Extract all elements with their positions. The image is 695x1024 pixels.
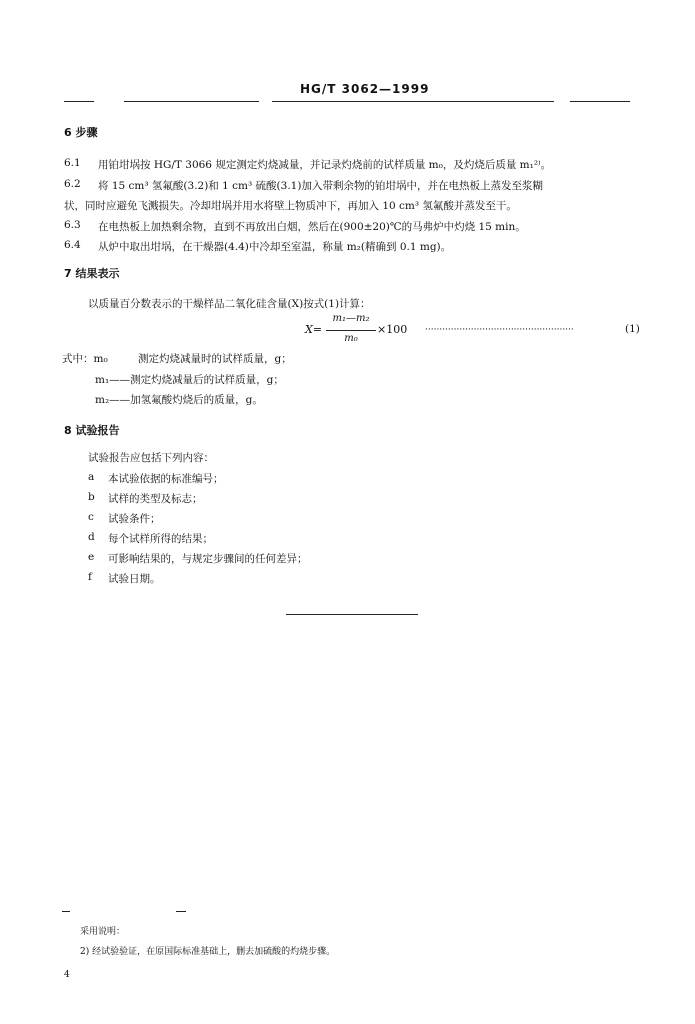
report-item-f-text: 试验日期。 [108,573,161,585]
report-item-e-text: 可影响结果的，与规定步骤间的任何差异； [108,553,308,565]
where-m1-text: m₁——测定灼烧减量后的试样质量，g； [95,374,284,386]
step-6-2-text-cont: 状，同时应避免飞溅损失。冷却坩埚并用水将壁上物质冲下，再加入 10 cm³ 氢氟酸并蒸发至干。 [64,200,517,212]
step-6-1-num: 6.1 [64,157,81,169]
formula-numerator: m₁—m₂ [332,313,370,324]
step-6-4-text: 从炉中取出坩埚，在干燥器(4.4)中冷却至室温，称量 m₂(精确到 0.1 mg)。 [98,241,452,253]
report-item-a-text: 本试验依据的标准编号； [108,473,224,485]
step-6-2-text: 将 15 cm³ 氢氟酸(3.2)和 1 cm³ 硫酸(3.1)加入带剩余物的铂坩埚中，并在电热板上蒸发至浆糊 [98,180,543,192]
header-rule-left [64,101,94,102]
end-of-text-rule [286,614,418,615]
standard-number: HG/T 3062—1999 [300,82,430,96]
step-6-4-num: 6.4 [64,239,81,251]
section-8-intro: 试验报告应包括下列内容： [88,452,214,464]
report-item-a-letter: a [88,471,95,483]
footnote-text: 2) 经试验验证，在原国际标准基础上，删去加硫酸的灼烧步骤。 [80,947,336,957]
step-6-3-num: 6.3 [64,219,81,231]
formula-number: (1) [625,323,640,335]
where-label: 式中：m₀ [62,353,108,365]
report-item-b-text: 试样的类型及标志； [108,493,203,505]
report-item-d-letter: d [88,531,95,543]
formula-fraction-bar [326,330,376,331]
report-item-c-letter: c [88,511,94,523]
footnote-rule-left [62,911,70,912]
formula-dots: ···················································· [425,325,574,335]
section-7-intro: 以质量百分数表示的干燥样品二氧化硅含量(X)按式(1)计算： [88,298,371,310]
section-8-title: 8 试验报告 [64,424,120,437]
step-6-2-num: 6.2 [64,178,81,190]
header-rule-right [570,101,630,102]
footnote-rule-right [176,911,186,912]
report-item-f-letter: f [88,571,92,583]
footnote-label: 采用说明： [80,927,126,937]
header-rule-mid-left [124,101,259,102]
formula-denominator: m₀ [344,333,358,344]
formula-lhs: X= [305,323,323,336]
step-6-1-text: 用铂坩埚按 HG/T 3066 规定测定灼烧减量，并记录灼烧前的试样质量 m₀，及灼烧后质量 m₁²⁾。 [98,159,552,171]
report-item-d-text: 每个试样所得的结果； [108,533,213,545]
report-item-e-letter: e [88,551,95,563]
page-number: 4 [64,970,70,980]
section-6-title: 6 步骤 [64,126,98,139]
step-6-3-text: 在电热板上加热剩余物，直到不再放出白烟，然后在(900±20)℃的马弗炉中灼烧 15 min。 [98,221,526,233]
formula-rhs: ×100 [377,323,408,336]
where-m2-text: m₂——加氢氟酸灼烧后的质量，g。 [95,394,263,406]
header-rule-mid-right [272,101,554,102]
where-m0-text: 测定灼烧减量时的试样质量，g； [138,353,292,365]
report-item-b-letter: b [88,491,95,503]
section-7-title: 7 结果表示 [64,267,120,280]
report-item-c-text: 试验条件； [108,513,161,525]
